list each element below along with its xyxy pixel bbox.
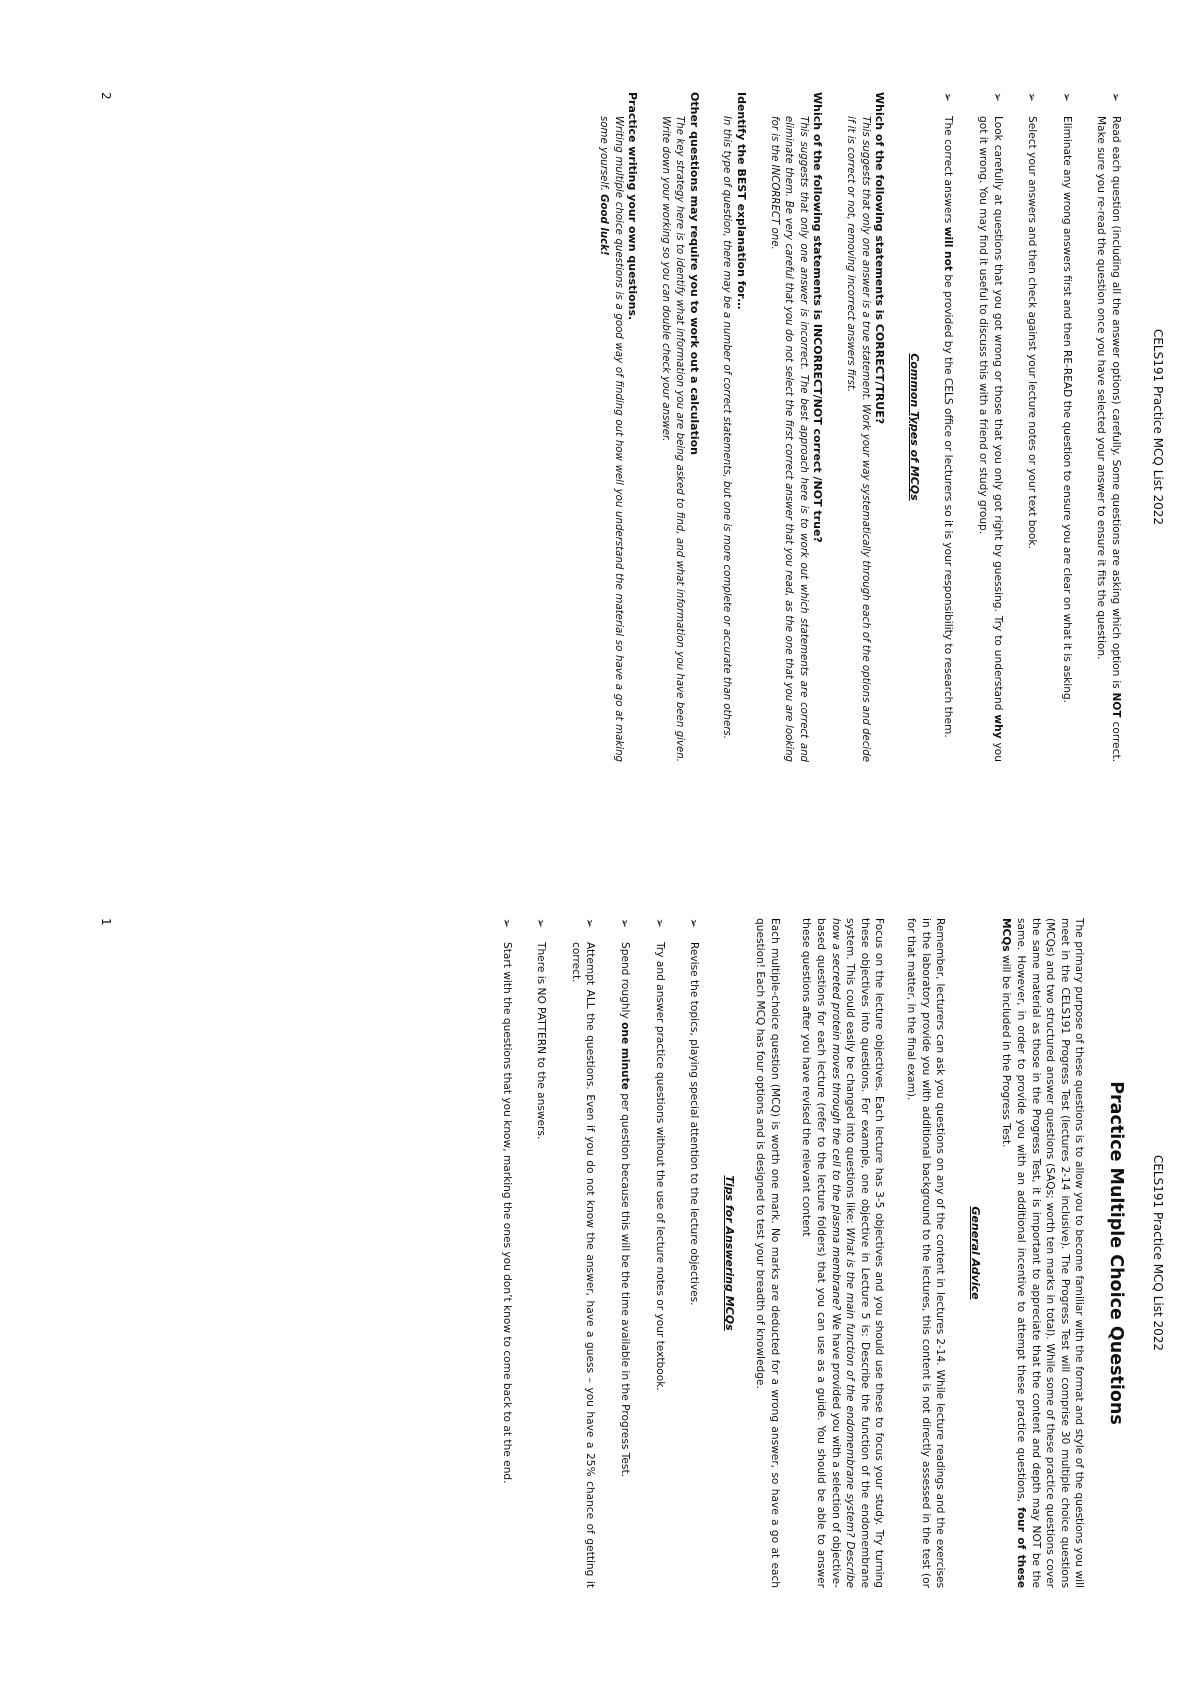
arrow-bullet-icon: ➢ [534, 918, 549, 929]
list-item [534, 918, 549, 1588]
tip-text-end: you got it wrong. You may find it useful to discuss this with a friend or study group. [977, 116, 1004, 762]
tip-bold: NOT [1110, 692, 1122, 718]
list-item [941, 92, 956, 762]
tip-bold: why [991, 714, 1004, 739]
tip-text-end: be provided by the CELS office or lecturers so it is your responsibility to research them. [942, 270, 955, 738]
tip-text-end: correct. Make sure you re-read the question once you have selected your answer to ensure it fits the question. [1095, 116, 1122, 762]
type-correct-desc: This suggests that only one answer is a true statement. Work your way systematically through each of the options and decide if it is correct or not, removing incorrect answers first. [845, 116, 871, 762]
practice-desc-text: Writing multiple choice questions is a good way of finding out how well you understand the material so have a go at making some yourself. [597, 116, 624, 762]
focus-text: Focus on the lecture objectives. Each lecture has 3-5 objectives and you should use these to focus your study. Try turning these objectives into questions. For example, one objective in Lecture 5 is: Describe the function of the endomembrane system. This could easily be changed into questions like: [844, 918, 886, 1588]
page-header: CELS191 Practice MCQ List 2022 [1151, 328, 1165, 526]
document-title: Practice Multiple Choice Questions [1106, 1081, 1126, 1425]
list-item [1025, 92, 1040, 762]
list-item [568, 918, 597, 1588]
focus-example-1: What is the main function of the endomembrane system? [844, 1227, 857, 1538]
list-item [1059, 92, 1074, 762]
page-header: CELS191 Practice MCQ List 2022 [1151, 1154, 1165, 1352]
focus-text-end: We have provided you with a selection of objective-based questions for each lecture (refer to the lecture folders) that you can use as a guide. You should be able to answer these questions after you have revised the relevant content [800, 918, 842, 1588]
tip-text: Eliminate any wrong answers first and then RE-READ the question to ensure you are clear on what it is asking. [1060, 116, 1073, 704]
list-item [1094, 92, 1123, 762]
arrow-bullet-icon: ➢ [499, 918, 514, 929]
page-number: 2 [99, 92, 113, 100]
list-item [617, 918, 632, 1588]
page-number: 1 [99, 918, 113, 926]
type-practice-title: Practice writing your own questions. [626, 92, 640, 321]
tip-bold: will not [942, 226, 955, 271]
tip-text: Start with the questions that you know, marking the ones you don’t know to come back to at the end. [500, 942, 513, 1484]
type-incorrect-title: Which of the following statements is INCORRECT/NOT correct /NOT true? [811, 92, 825, 543]
intro-bold: four of these MCQs [1000, 918, 1028, 1588]
tip-text: Look carefully at questions that you got wrong or those that you only got right by guessing. Try to understand [991, 116, 1004, 715]
focus-paragraph [799, 918, 887, 1588]
list-item [499, 918, 514, 1588]
arrow-bullet-icon: ➢ [990, 92, 1005, 103]
type-incorrect-desc: This suggests that only one answer is incorrect. The best approach here is to work out which statements are correct and eliminate them. Be very careful that you do not select the first correct answer that you read, as the one that you are looking for is the INCORRECT one. [768, 116, 809, 762]
list-item [652, 918, 667, 1588]
list-item [975, 92, 1004, 762]
type-correct-title: Which of the following statements is CORRECT/TRUE? [873, 92, 887, 425]
page-1 [95, 918, 1165, 1588]
arrow-bullet-icon: ➢ [652, 918, 667, 929]
remember-paragraph: Remember, lecturers can ask you questions on any of the content in lectures 2-14. While lecture readings and the exercises in the laboratory provide you with additional background to the lectures, this content is not directly assessed in the test (or for that matter, in the final exam). [905, 918, 947, 1588]
types-heading: Common Types of MCQs [907, 353, 921, 501]
intro-text: The primary purpose of these questions is to allow you to become familiar with the format and style of the questions you will meet in the CELS191 Progress Test (lectures 2-14 inclusive). The Progress Test will comprise 30 multiple choice questions (MCQs) and two structured answer questions (SAQs; worth ten marks in total). While some of these practice questions cover the same material as those in the Progress Test, it is important to appreciate that the content and depth may NOT be the same. However, in order to provide you with an additional incentive to attempt these practice questions, [1015, 918, 1086, 1588]
type-practice-desc [595, 116, 624, 762]
arrow-bullet-icon: ➢ [1025, 92, 1040, 103]
list-item [687, 918, 702, 1588]
arrow-bullet-icon: ➢ [617, 918, 632, 929]
arrow-bullet-icon: ➢ [1109, 92, 1123, 103]
page-body [479, 918, 1126, 1588]
tip-text: Select your answers and then check against your lecture notes or your text book. [1026, 116, 1039, 549]
type-best-title: Identify the BEST explanation for… [735, 92, 749, 310]
arrow-bullet-icon: ➢ [583, 918, 598, 929]
tip-text: Attempt ALL the questions. Even if you do not know the answer, have a guess – you have a 25% chance of getting it correct. [569, 942, 597, 1588]
intro-text-end: will be included in the Progress Test. [1000, 951, 1013, 1148]
page-2 [95, 92, 1165, 762]
good-luck-text: Good luck! [597, 194, 609, 256]
arrow-bullet-icon: ➢ [1059, 92, 1074, 103]
general-advice-heading: General Advice [968, 1206, 982, 1300]
page-body [577, 92, 1123, 762]
type-best-desc: In this type of question, there may be a number of correct statements, but one is more complete or accurate than others. [721, 116, 733, 739]
tips-heading: Tips for Answering MCQs [722, 1175, 736, 1331]
tip-text-end: per question because this will be the time available in the Progress Test. [618, 1089, 631, 1477]
tip-text: Read each question (including all the answer options) carefully. Some questions are asking which option is [1110, 116, 1122, 693]
tip-text: The correct answers [942, 116, 955, 227]
focus-example-2: Describe how a secreted protein moves through the cell to the plasma membrane? [829, 918, 857, 1588]
tip-text: Try and answer practice questions without the use of lecture notes or your textbook. [653, 942, 666, 1391]
tip-text: Revise the topics, playing special attention to the lecture objectives. [688, 942, 701, 1306]
intro-paragraph [999, 918, 1087, 1588]
mcq-paragraph: Each multiple-choice question (MCQ) is worth one mark. No marks are deducted for a wrong answer, so have a go at each question! Each MCQ has four options and is designed to test your breadth of knowledge. [754, 918, 781, 1588]
type-calculation-desc: The key strategy here is to identify what information you are being asked to find, and what information you have been given. Write down your working so you can double check your answer. [659, 116, 686, 762]
type-calculation-title: Other questions may require you to work out a calculation [687, 92, 701, 456]
arrow-bullet-icon: ➢ [687, 918, 702, 929]
tip-bold: one minute [618, 1022, 631, 1090]
tips-list [499, 918, 701, 1588]
tip-text: There is NO PATTERN to the answers. [535, 942, 548, 1140]
tips-list-continued [941, 92, 1123, 762]
arrow-bullet-icon: ➢ [941, 92, 956, 103]
tip-text: Spend roughly [618, 942, 631, 1023]
